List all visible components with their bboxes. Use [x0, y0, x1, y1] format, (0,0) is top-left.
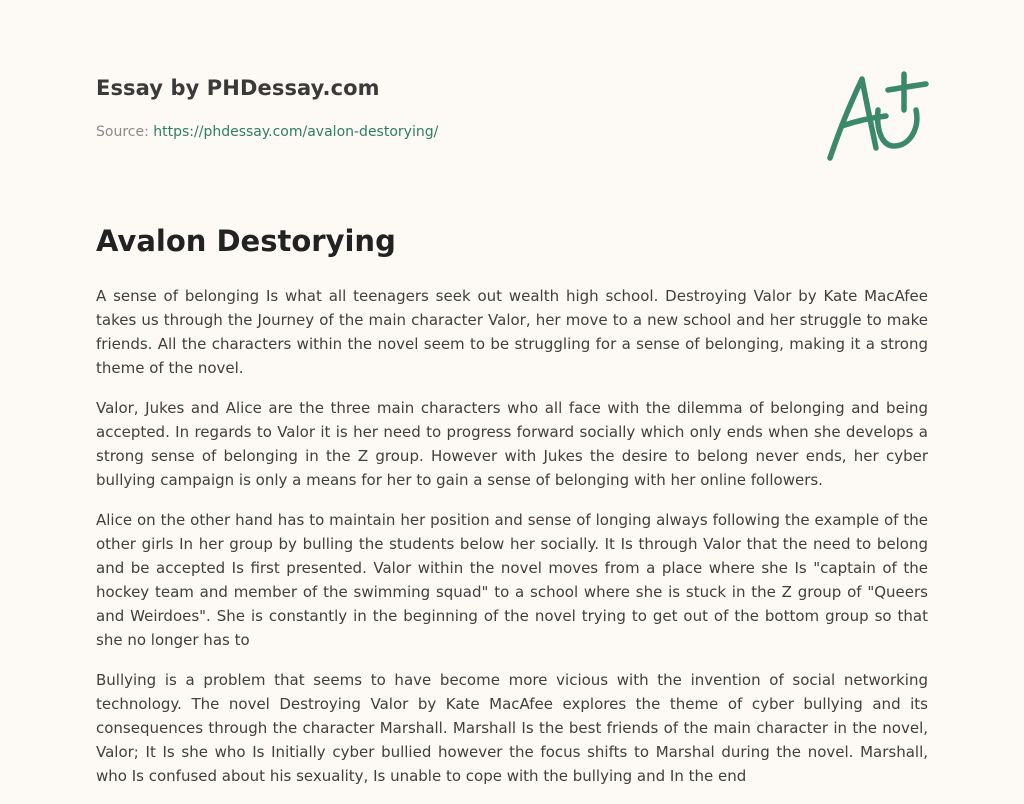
source-link[interactable]: https://phdessay.com/avalon-destorying/ — [153, 124, 439, 140]
site-brand: Essay by PHDessay.com — [96, 76, 380, 100]
essay-title: Avalon Destorying — [96, 224, 396, 258]
essay-paragraph: Alice on the other hand has to maintain her position and sense of longing always following the example of the other girls In her group by bulling the students below her socially. It Is through Valor that the need to belong and be accepted Is first presented. Valor within the novel moves from a place where she Is "captain of the hockey team and member of the swimming squad" to a school where she is stuck in the Z group of "Queers and Weirdoes". She is constantly in the beginning of the novel trying to get out of the bottom group so that she no longer has to — [96, 511, 928, 649]
essay-paragraph: Bullying is a problem that seems to have become more vicious with the invention of social networking technology. The novel Destroying Valor by Kate MacAfee explores the theme of cyber bullying and its consequences through the character Marshall. Marshall Is the best friends of the main character in the novel, Valor; It Is she who Is Initially cyber bullied however the focus shifts to Marshal during the novel. Marshall, who Is confused about his sexuality, Is unable to cope with the bullying and In the end — [96, 671, 928, 785]
essay-body — [96, 284, 928, 804]
a-plus-grade-icon — [818, 66, 930, 166]
source-line — [96, 124, 438, 140]
essay-paragraph: Valor, Jukes and Alice are the three main characters who all face with the dilemma of belonging and being accepted. In regards to Valor it is her need to progress forward socially which only ends when she develops a strong sense of belonging in the Z group. However with Jukes the desire to belong never ends, her cyber bullying campaign is only a means for her to gain a sense of belonging with her online followers. — [96, 399, 928, 489]
essay-paragraph: A sense of belonging Is what all teenagers seek out wealth high school. Destroying Valor by Kate MacAfee takes us through the Journey of the main character Valor, her move to a new school and her struggle to make friends. All the characters within the novel seem to be struggling for a sense of belonging, making it a strong theme of the novel. — [96, 287, 928, 377]
source-label: Source: — [96, 124, 149, 140]
